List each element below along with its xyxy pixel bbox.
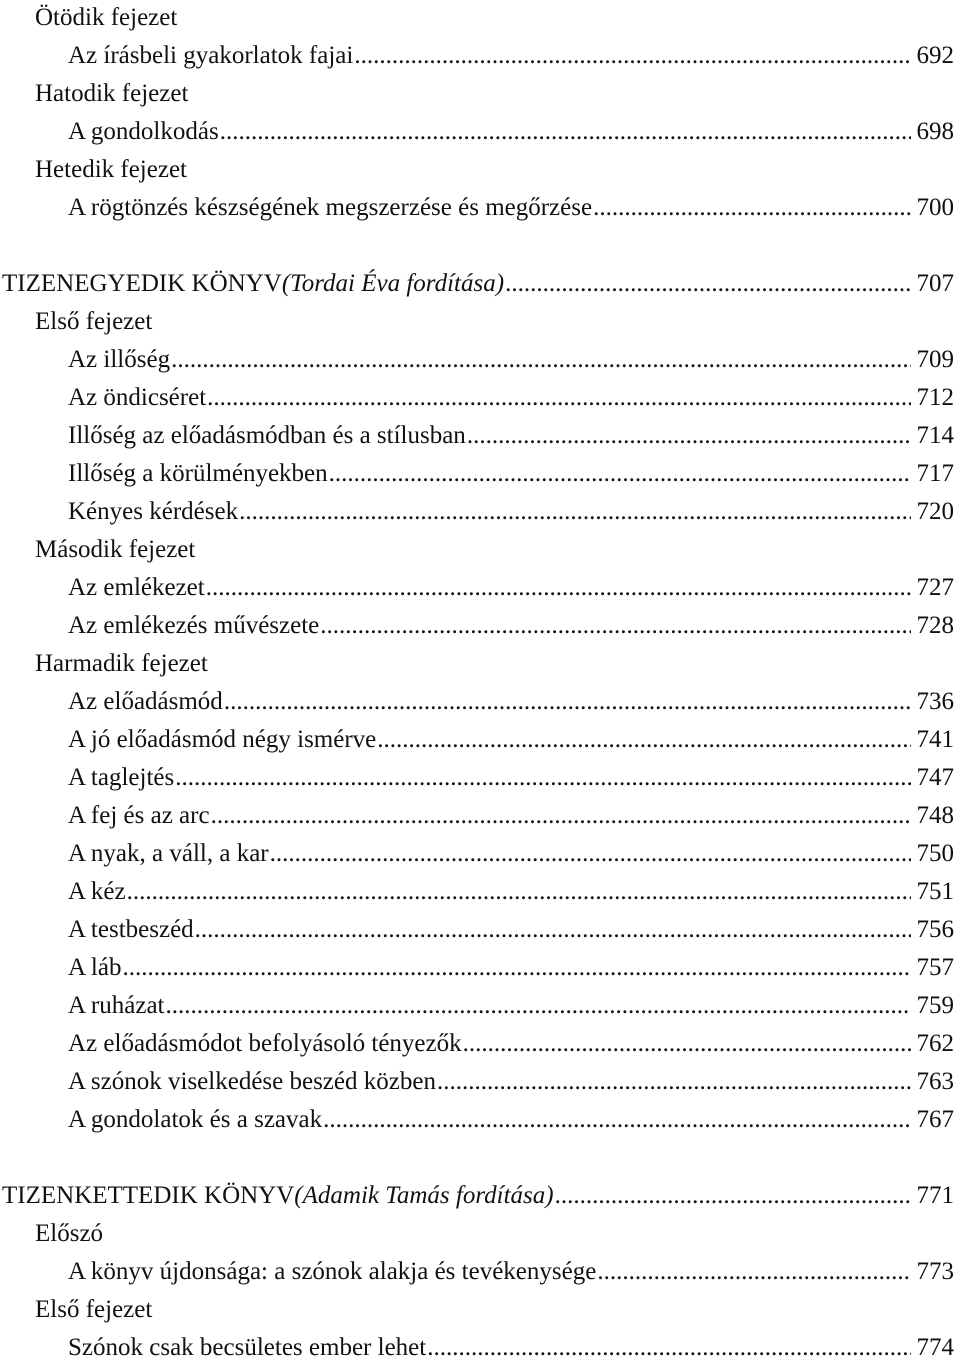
chapter-heading: Első fejezet [35, 308, 153, 335]
page-number: 727 [916, 574, 954, 601]
dot-leader [322, 1104, 910, 1136]
page-number: 712 [916, 384, 954, 411]
toc-entry [68, 1104, 954, 1136]
dot-leader [238, 496, 910, 528]
chapter-heading: Hatodik fejezet [35, 80, 189, 107]
dot-leader [174, 762, 910, 794]
entry-title: Az előadásmód [68, 688, 223, 715]
toc-entry [68, 724, 954, 756]
entry-title: Az írásbeli gyakorlatok fajai [68, 42, 354, 69]
toc-entry [68, 458, 954, 490]
dot-leader [219, 116, 911, 148]
toc-entry [68, 800, 954, 832]
toc-entry [68, 420, 954, 452]
page-number: 748 [916, 802, 954, 829]
dot-leader [121, 952, 910, 984]
dot-leader [164, 990, 910, 1022]
entry-title: A láb [68, 954, 122, 981]
entry-title: Szónok csak becsületes ember lehet [68, 1334, 427, 1361]
toc-entry [68, 1028, 954, 1060]
chapter-heading: Harmadik fejezet [35, 650, 208, 677]
entry-title: Az emlékezet [68, 574, 205, 601]
entry-title: Az illőség [68, 346, 171, 373]
dot-leader [554, 1180, 911, 1212]
toc-entry [68, 914, 954, 946]
entry-title: A könyv újdonsága: a szónok alakja és tevékenysége [68, 1258, 597, 1285]
chapter-heading: Ötödik fejezet [35, 4, 178, 31]
dot-leader [426, 1332, 910, 1364]
page-number: 709 [916, 346, 954, 373]
chapter-heading: Hetedik fejezet [35, 156, 187, 183]
toc-entry [68, 610, 954, 642]
toc-entry [68, 192, 954, 224]
translator-note: (Adamik Tamás fordítása) [294, 1182, 554, 1209]
dot-leader [223, 686, 911, 718]
toc-entry [68, 1066, 954, 1098]
toc-entry [68, 40, 954, 72]
dot-leader [592, 192, 910, 224]
entry-title: A gondolatok és a szavak [68, 1106, 323, 1133]
dot-leader [194, 914, 911, 946]
toc-entry [68, 344, 954, 376]
toc-entry [68, 1332, 954, 1364]
toc-entry [68, 572, 954, 604]
page-number: 763 [916, 1068, 954, 1095]
dot-leader [596, 1256, 910, 1288]
entry-title: TIZENKETTEDIK KÖNYV [2, 1182, 295, 1209]
toc-entry [68, 990, 954, 1022]
page-number: 750 [916, 840, 954, 867]
page-number: 759 [916, 992, 954, 1019]
page-number: 757 [916, 954, 954, 981]
entry-title: A rögtönzés készségének megszerzése és megőrzése [68, 194, 593, 221]
toc-entry [68, 116, 954, 148]
page-number: 714 [916, 422, 954, 449]
entry-title: A nyak, a váll, a kar [68, 840, 269, 867]
entry-title: Az öndicséret [68, 384, 207, 411]
entry-title: A kéz [68, 878, 126, 905]
entry-title: Az emlékezés művészete [68, 612, 320, 639]
chapter-heading: Előszó [35, 1220, 104, 1247]
toc-entry [68, 496, 954, 528]
page-number: 767 [916, 1106, 954, 1133]
page-number: 774 [916, 1334, 954, 1361]
entry-title: Kényes kérdések [68, 498, 239, 525]
entry-title: TIZENEGYEDIK KÖNYV [2, 270, 282, 297]
page-number: 773 [916, 1258, 954, 1285]
toc-entry [68, 876, 954, 908]
toc-entry [68, 1256, 954, 1288]
entry-title: A jó előadásmód négy ismérve [68, 726, 377, 753]
toc-entry [68, 382, 954, 414]
book-entry [2, 1180, 954, 1212]
entry-title: A ruházat [68, 992, 165, 1019]
page-number: 698 [916, 118, 954, 145]
toc-entry [68, 686, 954, 718]
toc-entry [68, 952, 954, 984]
book-entry [2, 268, 954, 300]
translator-note: (Tordai Éva fordítása) [281, 270, 505, 297]
page-number: 771 [916, 1182, 954, 1209]
page-number: 736 [916, 688, 954, 715]
page-number: 707 [916, 270, 954, 297]
dot-leader [376, 724, 910, 756]
dot-leader [170, 344, 910, 376]
dot-leader [466, 420, 911, 452]
chapter-heading: Második fejezet [35, 536, 196, 563]
dot-leader [353, 40, 910, 72]
page-number: 720 [916, 498, 954, 525]
page-number: 728 [916, 612, 954, 639]
page-number: 747 [916, 764, 954, 791]
toc-entry [68, 838, 954, 870]
dot-leader [206, 382, 910, 414]
dot-leader [462, 1028, 911, 1060]
dot-leader [319, 610, 910, 642]
dot-leader [328, 458, 911, 490]
dot-leader [269, 838, 911, 870]
dot-leader [205, 572, 911, 604]
entry-title: Illőség az előadásmódban és a stílusban [68, 422, 466, 449]
entry-title: A taglejtés [68, 764, 175, 791]
dot-leader [210, 800, 911, 832]
page-number: 692 [916, 42, 954, 69]
page-number: 762 [916, 1030, 954, 1057]
page-number: 717 [916, 460, 954, 487]
entry-title: A gondolkodás [68, 118, 219, 145]
dot-leader [126, 876, 911, 908]
entry-title: Az előadásmódot befolyásoló tényezők [68, 1030, 462, 1057]
page-number: 741 [916, 726, 954, 753]
toc-entry [68, 762, 954, 794]
chapter-heading: Első fejezet [35, 1296, 153, 1323]
entry-title: A szónok viselkedése beszéd közben [68, 1068, 436, 1095]
dot-leader [504, 268, 910, 300]
page-number: 700 [916, 194, 954, 221]
dot-leader [436, 1066, 911, 1098]
entry-title: A testbeszéd [68, 916, 194, 943]
page-number: 756 [916, 916, 954, 943]
page-number: 751 [916, 878, 954, 905]
entry-title: A fej és az arc [68, 802, 210, 829]
entry-title: Illőség a körülményekben [68, 460, 328, 487]
